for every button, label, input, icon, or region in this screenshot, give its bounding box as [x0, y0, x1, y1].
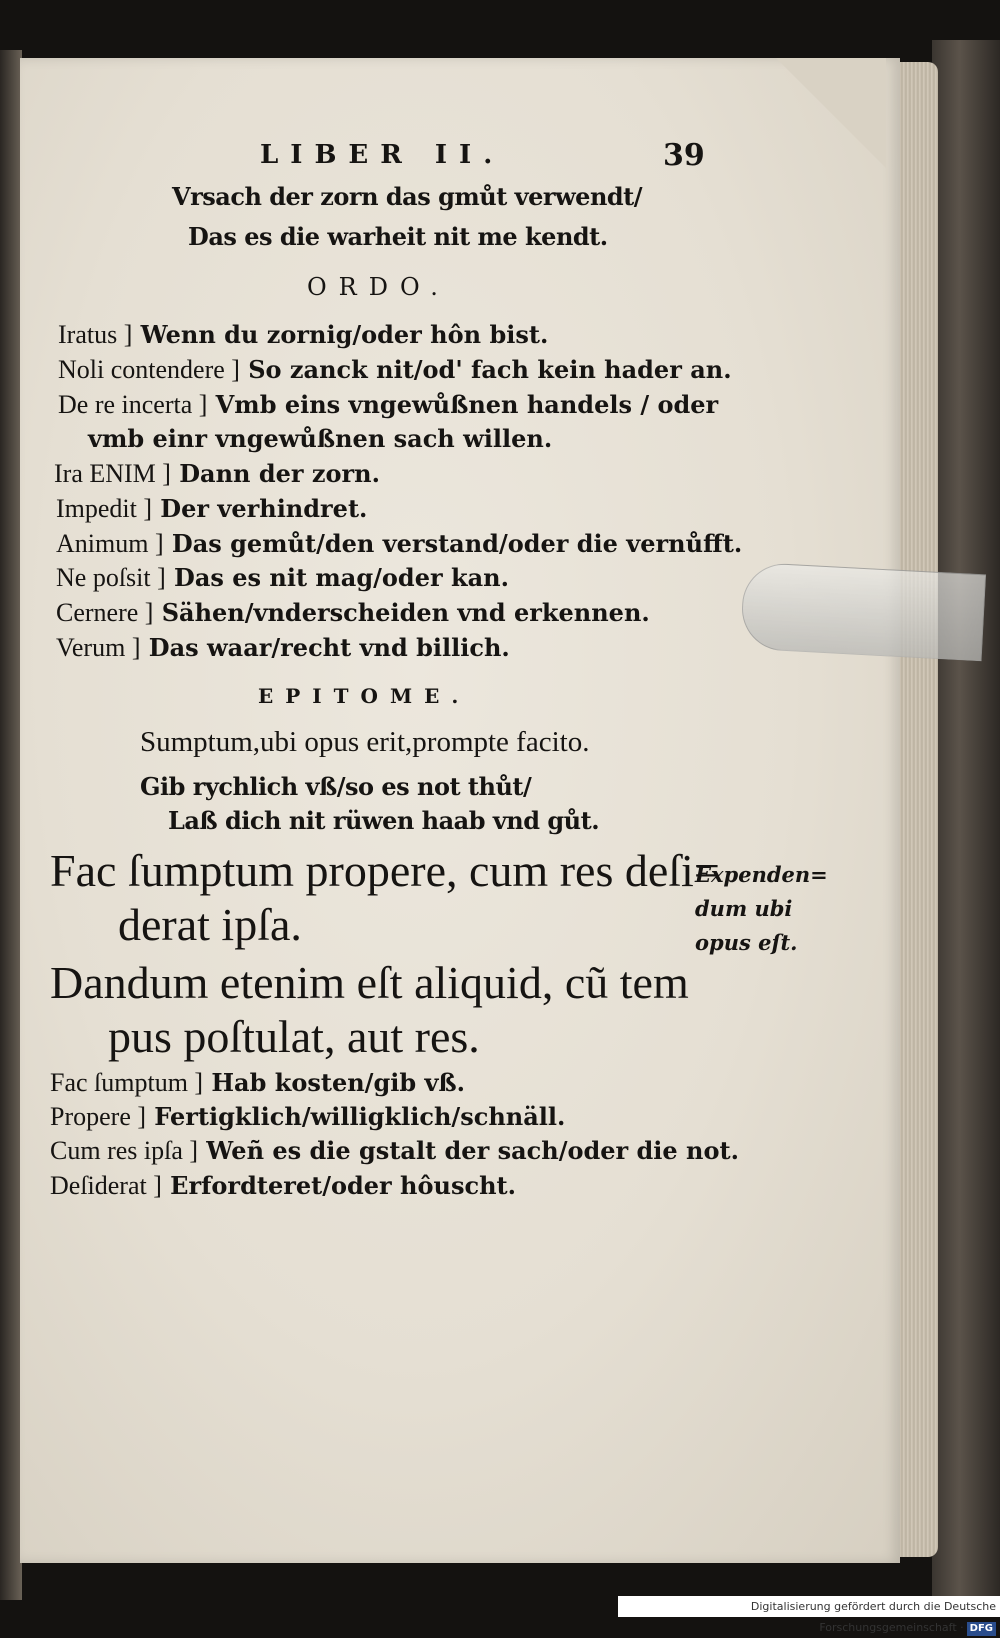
gloss-line: Animum ] Das gemůt/den verstand/oder die vernůfft.: [56, 529, 743, 558]
running-title: LIBER II.: [260, 140, 505, 170]
dfg-logo: DFG: [967, 1622, 996, 1636]
gloss-line: Propere ] Fertigklich/willigklich/schnäll.: [50, 1102, 566, 1131]
margin-note-2: dum ubi: [695, 896, 793, 921]
gloss-line: Cum res ipſa ] Weñ es die gstalt der sach/oder die not.: [50, 1136, 739, 1165]
distich-line-1: Fac ſumptum propere, cum res deſi=: [50, 845, 720, 896]
epitome-summary: Sumptum,ubi opus erit,prompte facito.: [140, 726, 590, 758]
margin-note-3: opus eſt.: [695, 930, 798, 955]
epitome-verse-1: Gib rychlich vß/so es not thůt/: [140, 772, 532, 801]
distich-line-4: pus poſtulat, aut res.: [108, 1011, 480, 1062]
ordo-heading: ORDO.: [307, 273, 450, 301]
gloss-line: Iratus ] Wenn du zornig/oder hôn bist.: [58, 320, 549, 349]
gloss-line: Impedit ] Der verhindret.: [56, 494, 368, 523]
footer-text: Digitalisierung gefördert durch die Deutsche Forschungsgemeinschaft ·: [750, 1600, 996, 1634]
distich-line-3: Dandum etenim eſt aliquid, cũ tem: [50, 957, 689, 1008]
gloss-line: Verum ] Das waar/recht vnd billich.: [56, 633, 510, 662]
epitome-heading: EPITOME.: [258, 684, 471, 708]
gloss-line: Cernere ] Sähen/vnderscheiden vnd erkennen.: [56, 598, 650, 627]
margin-note-1: Expenden=: [695, 862, 828, 887]
book-page: [20, 58, 900, 1563]
gloss-line: Deſiderat ] Erfordteret/oder hôuscht.: [50, 1171, 516, 1200]
page-clip: [740, 562, 986, 662]
verse-line-1: Vrsach der zorn das gmůt verwendt/: [172, 182, 643, 211]
verse-line-2: Das es die warheit nit me kendt.: [188, 222, 608, 251]
gloss-line: De re incerta ] Vmb eins vngewůßnen handels / oder: [58, 390, 719, 419]
folded-corner: [776, 58, 886, 168]
book-binding-right: [932, 40, 1000, 1600]
gloss-line: Fac ſumptum ] Hab kosten/gib vß.: [50, 1068, 466, 1097]
folio-number: 39: [663, 138, 705, 173]
digitization-footer: [618, 1596, 1000, 1634]
epitome-verse-2: Laß dich nit rüwen haab vnd gůt.: [168, 806, 600, 835]
gloss-line: Ira ENIM ] Dann der zorn.: [54, 459, 380, 488]
gloss-line: Noli contendere ] So zanck nit/od' fach kein hader an.: [58, 355, 732, 384]
distich-line-2: derat ipſa.: [118, 899, 302, 950]
gloss-line: Ne poſsit ] Das es nit mag/oder kan.: [56, 563, 509, 592]
book-binding-left: [0, 50, 22, 1600]
gloss-line: vmb einr vngewůßnen sach willen.: [88, 424, 553, 453]
